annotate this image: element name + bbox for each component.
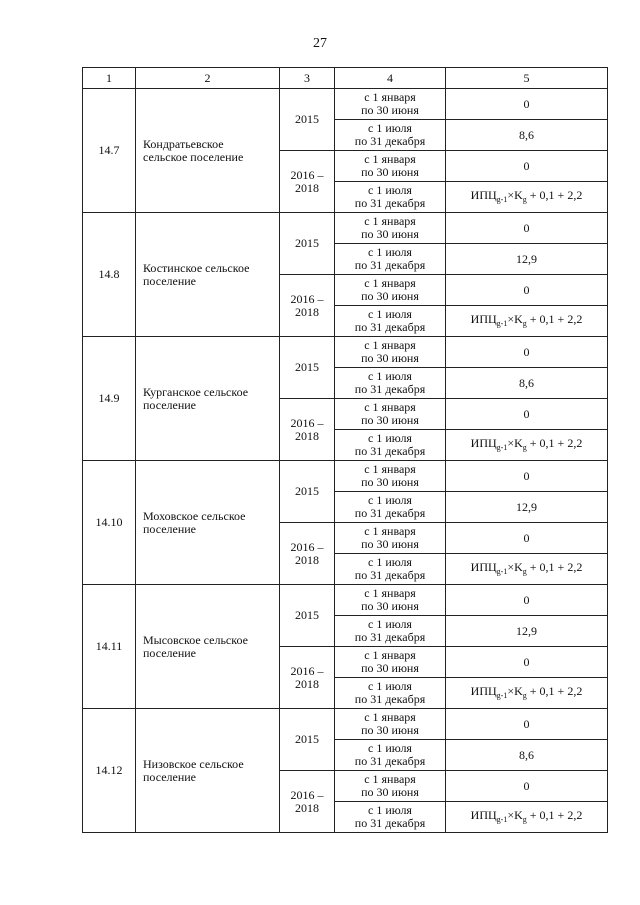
year-line: 2016 – xyxy=(290,663,324,678)
formula-prefix: ИПЦ xyxy=(470,435,497,450)
period-first-half xyxy=(335,399,446,430)
period-line: по 31 декабря xyxy=(354,382,426,396)
value-cell: 8,6 xyxy=(446,368,608,399)
year-cell xyxy=(280,647,335,709)
year-cell xyxy=(280,399,335,461)
period-line: по 31 декабря xyxy=(354,134,426,148)
table-row xyxy=(83,461,608,492)
formula-subscript: g xyxy=(522,194,527,204)
period-second-half xyxy=(335,616,446,647)
year-cell xyxy=(280,275,335,337)
period-line: с 1 января xyxy=(364,276,416,290)
section-number: 14.9 xyxy=(83,337,136,461)
period-line: с 1 января xyxy=(364,400,416,414)
settlement-name xyxy=(136,585,280,709)
period-second-half xyxy=(335,678,446,709)
formula-prefix: ИПЦ xyxy=(470,187,497,202)
year-line: 2018 xyxy=(295,304,319,319)
formula-cell xyxy=(446,306,608,337)
period-first-half xyxy=(335,89,446,120)
table-row xyxy=(83,337,608,368)
value-cell: 12,9 xyxy=(446,492,608,523)
settlement-name xyxy=(136,213,280,337)
formula-subscript: g-1 xyxy=(496,442,508,452)
settlement-name-line2: поселение xyxy=(143,645,197,660)
period-line: с 1 июля xyxy=(368,617,412,631)
period-line: по 31 декабря xyxy=(354,444,426,458)
period-line: с 1 июля xyxy=(368,121,412,135)
formula-middle: ×K xyxy=(507,807,523,822)
period-first-half xyxy=(335,771,446,802)
period-line: с 1 января xyxy=(364,152,416,166)
value-cell: 12,9 xyxy=(446,244,608,275)
period-line: с 1 января xyxy=(364,648,416,662)
period-first-half xyxy=(335,275,446,306)
formula-middle: ×K xyxy=(507,311,523,326)
formula-middle: ×K xyxy=(507,683,523,698)
year-line: 2018 xyxy=(295,676,319,691)
period-line: по 31 декабря xyxy=(354,506,426,520)
formula-subscript: g-1 xyxy=(496,690,508,700)
year-line: 2016 – xyxy=(290,539,324,554)
value-cell: 0 xyxy=(446,709,608,740)
period-line: по 30 июня xyxy=(361,599,419,613)
period-line: с 1 января xyxy=(364,772,416,786)
formula-subscript: g xyxy=(522,690,527,700)
value-cell: 8,6 xyxy=(446,740,608,771)
tariff-table xyxy=(82,67,608,833)
period-line: по 30 июня xyxy=(361,661,419,675)
formula-subscript: g-1 xyxy=(496,814,508,824)
formula-subscript: g xyxy=(522,566,527,576)
header-cell-4: 4 xyxy=(335,68,446,89)
table-row xyxy=(83,585,608,616)
formula-subscript: g-1 xyxy=(496,318,508,328)
formula-suffix: + 0,1 + 2,2 xyxy=(526,807,583,822)
year-cell: 2015 xyxy=(280,213,335,275)
period-second-half xyxy=(335,802,446,833)
section-number: 14.10 xyxy=(83,461,136,585)
period-second-half xyxy=(335,492,446,523)
formula-prefix: ИПЦ xyxy=(470,311,497,326)
period-line: по 31 декабря xyxy=(354,568,426,582)
period-line: с 1 января xyxy=(364,338,416,352)
year-cell: 2015 xyxy=(280,709,335,771)
formula-middle: ×K xyxy=(507,187,523,202)
period-line: с 1 января xyxy=(364,524,416,538)
period-line: по 30 июня xyxy=(361,723,419,737)
section-number: 14.12 xyxy=(83,709,136,833)
formula-prefix: ИПЦ xyxy=(470,683,497,698)
period-line: по 30 июня xyxy=(361,537,419,551)
period-line: по 31 декабря xyxy=(354,196,426,210)
period-line: с 1 июля xyxy=(368,741,412,755)
settlement-name xyxy=(136,461,280,585)
period-line: по 30 июня xyxy=(361,103,419,117)
settlement-name-line2: сельское поселение xyxy=(143,149,244,164)
period-line: по 30 июня xyxy=(361,165,419,179)
year-line: 2018 xyxy=(295,552,319,567)
settlement-name xyxy=(136,337,280,461)
period-line: с 1 января xyxy=(364,90,416,104)
settlement-name-line1: Низовское сельское xyxy=(143,756,244,771)
period-first-half xyxy=(335,461,446,492)
period-line: с 1 июля xyxy=(368,493,412,507)
period-line: по 30 июня xyxy=(361,785,419,799)
formula-cell xyxy=(446,182,608,213)
period-line: с 1 января xyxy=(364,710,416,724)
period-line: с 1 июля xyxy=(368,803,412,817)
formula-suffix: + 0,1 + 2,2 xyxy=(526,187,583,202)
period-line: по 31 декабря xyxy=(354,630,426,644)
period-first-half xyxy=(335,151,446,182)
settlement-name-line2: поселение xyxy=(143,273,197,288)
value-cell: 0 xyxy=(446,771,608,802)
year-cell: 2015 xyxy=(280,585,335,647)
period-second-half xyxy=(335,244,446,275)
header-cell-2: 2 xyxy=(136,68,280,89)
period-line: по 31 декабря xyxy=(354,692,426,706)
period-second-half xyxy=(335,740,446,771)
value-cell: 0 xyxy=(446,337,608,368)
formula-prefix: ИПЦ xyxy=(470,807,497,822)
formula-subscript: g xyxy=(522,318,527,328)
period-second-half xyxy=(335,182,446,213)
period-line: по 30 июня xyxy=(361,475,419,489)
settlement-name-line2: поселение xyxy=(143,397,197,412)
value-cell: 0 xyxy=(446,213,608,244)
settlement-name-line1: Курганское сельское xyxy=(143,384,249,399)
table-row xyxy=(83,709,608,740)
year-line: 2018 xyxy=(295,800,319,815)
value-cell: 0 xyxy=(446,461,608,492)
period-line: по 30 июня xyxy=(361,227,419,241)
period-line: с 1 июля xyxy=(368,245,412,259)
formula-cell xyxy=(446,802,608,833)
year-cell xyxy=(280,151,335,213)
period-first-half xyxy=(335,337,446,368)
table-row xyxy=(83,213,608,244)
formula-subscript: g xyxy=(522,442,527,452)
year-line: 2018 xyxy=(295,428,319,443)
settlement-name-line1: Мысовское сельское xyxy=(143,632,248,647)
value-cell: 0 xyxy=(446,399,608,430)
settlement-name xyxy=(136,89,280,213)
formula-suffix: + 0,1 + 2,2 xyxy=(526,683,583,698)
year-cell xyxy=(280,523,335,585)
period-line: с 1 января xyxy=(364,462,416,476)
period-line: с 1 июля xyxy=(368,555,412,569)
year-line: 2018 xyxy=(295,180,319,195)
period-line: с 1 января xyxy=(364,214,416,228)
formula-suffix: + 0,1 + 2,2 xyxy=(526,435,583,450)
period-line: с 1 января xyxy=(364,586,416,600)
period-line: по 30 июня xyxy=(361,351,419,365)
formula-cell xyxy=(446,554,608,585)
formula-subscript: g-1 xyxy=(496,566,508,576)
value-cell: 0 xyxy=(446,585,608,616)
period-line: по 30 июня xyxy=(361,413,419,427)
formula-suffix: + 0,1 + 2,2 xyxy=(526,559,583,574)
settlement-name xyxy=(136,709,280,833)
formula-subscript: g xyxy=(522,814,527,824)
page-number: 27 xyxy=(313,36,327,51)
value-cell: 8,6 xyxy=(446,120,608,151)
settlement-name-line1: Кондратьевское xyxy=(143,136,224,151)
year-line: 2016 – xyxy=(290,787,324,802)
year-cell: 2015 xyxy=(280,337,335,399)
period-first-half xyxy=(335,523,446,554)
formula-subscript: g-1 xyxy=(496,194,508,204)
period-line: по 31 декабря xyxy=(354,754,426,768)
period-line: с 1 июля xyxy=(368,431,412,445)
settlement-name-line1: Костинское сельское xyxy=(143,260,250,275)
formula-cell xyxy=(446,678,608,709)
header-cell-5: 5 xyxy=(446,68,608,89)
period-second-half xyxy=(335,120,446,151)
period-line: с 1 июля xyxy=(368,183,412,197)
value-cell: 0 xyxy=(446,89,608,120)
period-second-half xyxy=(335,430,446,461)
period-first-half xyxy=(335,647,446,678)
section-number: 14.11 xyxy=(83,585,136,709)
formula-prefix: ИПЦ xyxy=(470,559,497,574)
period-line: с 1 июля xyxy=(368,679,412,693)
formula-middle: ×K xyxy=(507,559,523,574)
value-cell: 0 xyxy=(446,523,608,554)
year-cell: 2015 xyxy=(280,89,335,151)
period-line: по 31 декабря xyxy=(354,258,426,272)
period-first-half xyxy=(335,213,446,244)
year-line: 2016 – xyxy=(290,291,324,306)
year-line: 2016 – xyxy=(290,167,324,182)
settlement-name-line2: поселение xyxy=(143,769,197,784)
period-line: по 31 декабря xyxy=(354,320,426,334)
year-cell xyxy=(280,771,335,833)
period-first-half xyxy=(335,585,446,616)
period-second-half xyxy=(335,554,446,585)
formula-suffix: + 0,1 + 2,2 xyxy=(526,311,583,326)
settlement-name-line2: поселение xyxy=(143,521,197,536)
period-line: с 1 июля xyxy=(368,307,412,321)
formula-middle: ×K xyxy=(507,435,523,450)
section-number: 14.7 xyxy=(83,89,136,213)
period-second-half xyxy=(335,306,446,337)
value-cell: 0 xyxy=(446,647,608,678)
period-line: с 1 июля xyxy=(368,369,412,383)
table-row xyxy=(83,89,608,120)
header-cell-3: 3 xyxy=(280,68,335,89)
value-cell: 0 xyxy=(446,151,608,182)
section-number: 14.8 xyxy=(83,213,136,337)
period-second-half xyxy=(335,368,446,399)
value-cell: 12,9 xyxy=(446,616,608,647)
formula-cell xyxy=(446,430,608,461)
header-cell-1: 1 xyxy=(83,68,136,89)
period-line: по 30 июня xyxy=(361,289,419,303)
period-line: по 31 декабря xyxy=(354,816,426,830)
table-body xyxy=(83,89,608,833)
header-row xyxy=(83,68,608,89)
value-cell: 0 xyxy=(446,275,608,306)
year-cell: 2015 xyxy=(280,461,335,523)
settlement-name-line1: Моховское сельское xyxy=(143,508,246,523)
year-line: 2016 – xyxy=(290,415,324,430)
period-first-half xyxy=(335,709,446,740)
